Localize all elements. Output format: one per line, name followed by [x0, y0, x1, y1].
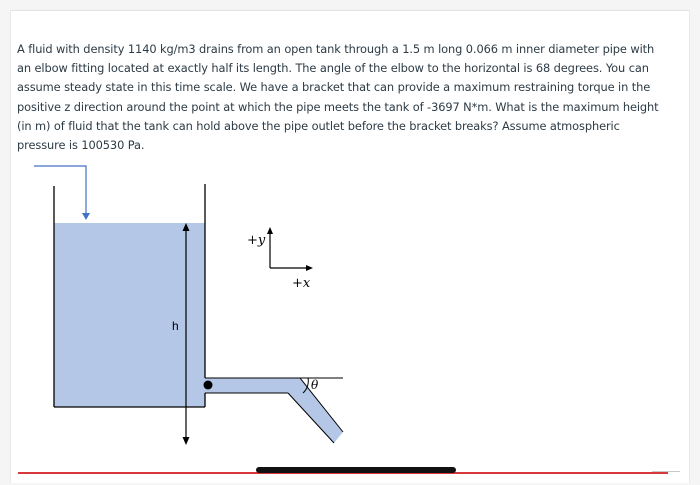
inflow-arrowhead-icon	[82, 213, 90, 220]
pivot-point	[204, 381, 213, 390]
height-label: h	[172, 319, 179, 333]
x-axis-arrow-icon	[306, 265, 313, 271]
bottom-gray-line	[652, 471, 680, 472]
question-text: A fluid with density 1140 kg/m3 drains from an open tank through a 1.5 m long 0.066 m inner diameter pipe with an elbow fitting located at exactly half its length. The angle of the elbow to the horizontal is 68 degrees. You can assume steady state in this time scale. We have a bracket that can provide a maximum restraining torque in the positive z direction around the point at which the pipe meets the tank of -3697 N*m. What is the maximum height (in m) of fluid that the tank can hold above the pipe outlet before the bracket breaks? Assume atmospheric pressure is 100530 Pa.	[17, 42, 659, 153]
angle-label: θ	[311, 378, 319, 392]
y-axis-label: +y	[247, 233, 266, 248]
horizontal-pipe	[205, 378, 293, 393]
height-arrow-down-icon	[183, 437, 190, 445]
scrollbar-thumb[interactable]	[256, 467, 456, 473]
inflow-line	[34, 166, 86, 214]
tank-fluid	[54, 223, 205, 407]
x-axis-label: +x	[292, 276, 311, 291]
y-axis-arrow-icon	[267, 227, 273, 234]
